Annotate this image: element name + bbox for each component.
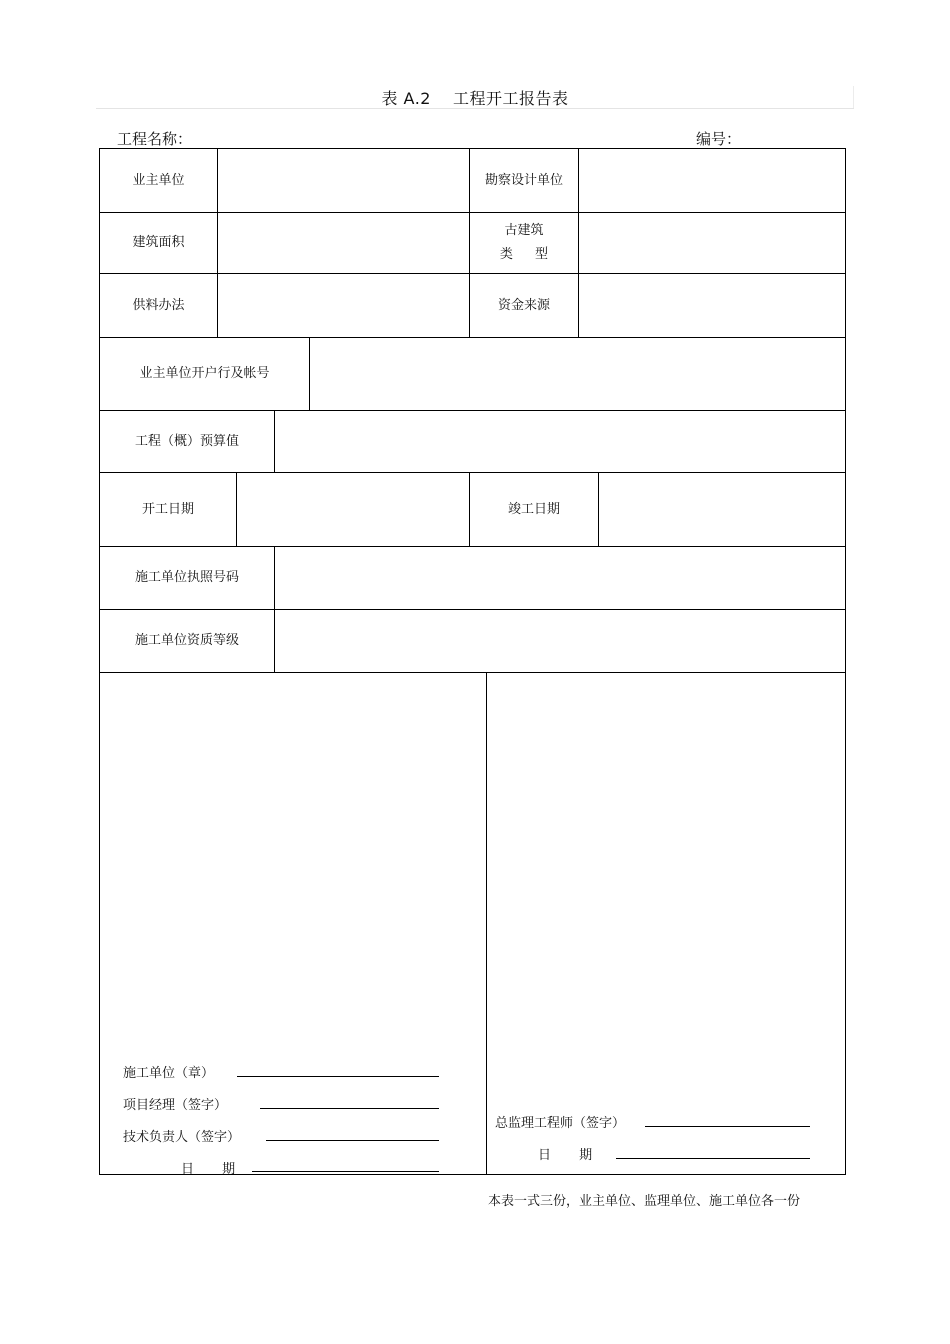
owner-bank-account-label: 业主单位开户行及帐号 bbox=[139, 366, 270, 381]
contractor-license-field[interactable] bbox=[275, 547, 845, 609]
completion-date-label: 竣工日期 bbox=[507, 501, 560, 517]
contractor-qualification-field[interactable] bbox=[275, 610, 845, 672]
technical-lead-signature-line[interactable] bbox=[266, 1140, 439, 1141]
contractor-qualification-label: 施工单位资质等级 bbox=[134, 633, 239, 648]
left-date-line[interactable] bbox=[252, 1171, 439, 1172]
contractor-license-label: 施工单位执照号码 bbox=[134, 570, 239, 585]
chief-supervisor-signature-line[interactable] bbox=[645, 1126, 810, 1127]
right-date-label: 日 期 bbox=[538, 1148, 593, 1163]
start-date-field[interactable] bbox=[237, 473, 469, 546]
left-date-label: 日 期 bbox=[181, 1162, 236, 1177]
technical-lead-label: 技术负责人（签字） bbox=[123, 1130, 241, 1145]
contractor-seal-label: 施工单位（章） bbox=[123, 1066, 215, 1081]
supply-method-field[interactable] bbox=[218, 274, 469, 337]
ancient-building-type-label bbox=[470, 213, 578, 273]
footer-note: 本表一式三份，业主单位、监理单位、施工单位各一份 bbox=[488, 1194, 801, 1209]
fund-source-field[interactable] bbox=[579, 274, 845, 337]
document-title bbox=[0, 86, 950, 109]
completion-date-field[interactable] bbox=[599, 473, 845, 546]
right-date-line[interactable] bbox=[616, 1158, 810, 1159]
survey-design-unit-label: 勘察设计单位 bbox=[484, 172, 563, 188]
fund-source-label: 资金来源 bbox=[497, 297, 550, 313]
ancient-type-line2: 类 型 bbox=[499, 247, 549, 262]
survey-design-unit-field[interactable] bbox=[579, 149, 845, 212]
building-area-label: 建筑面积 bbox=[132, 235, 185, 250]
chief-supervisor-label: 总监理工程师（签字） bbox=[495, 1116, 626, 1131]
table-number: 表 A.2 bbox=[381, 89, 431, 108]
budget-value-field[interactable] bbox=[275, 411, 845, 472]
start-date-label: 开工日期 bbox=[141, 501, 194, 517]
project-manager-label: 项目经理（签字） bbox=[123, 1098, 228, 1113]
col-divider bbox=[486, 672, 487, 1174]
project-name-label: 工程名称： bbox=[117, 130, 193, 148]
owner-unit-label: 业主单位 bbox=[132, 172, 185, 188]
owner-unit-field[interactable] bbox=[218, 149, 469, 212]
building-area-field[interactable] bbox=[218, 213, 469, 273]
budget-value-label: 工程（概）预算值 bbox=[134, 433, 239, 449]
report-table bbox=[99, 148, 846, 1175]
supply-method-label: 供料办法 bbox=[132, 297, 185, 313]
row-divider bbox=[100, 672, 845, 673]
title-rule-end bbox=[853, 86, 854, 108]
table-name: 工程开工报告表 bbox=[453, 89, 569, 108]
serial-number-label: 编号： bbox=[696, 130, 742, 148]
title-rule bbox=[96, 108, 854, 109]
ancient-building-type-field[interactable] bbox=[579, 213, 845, 273]
owner-bank-account-field[interactable] bbox=[310, 338, 845, 410]
contractor-seal-line[interactable] bbox=[237, 1076, 439, 1077]
project-manager-signature-line[interactable] bbox=[260, 1108, 439, 1109]
ancient-type-line1: 古建筑 bbox=[504, 223, 544, 238]
